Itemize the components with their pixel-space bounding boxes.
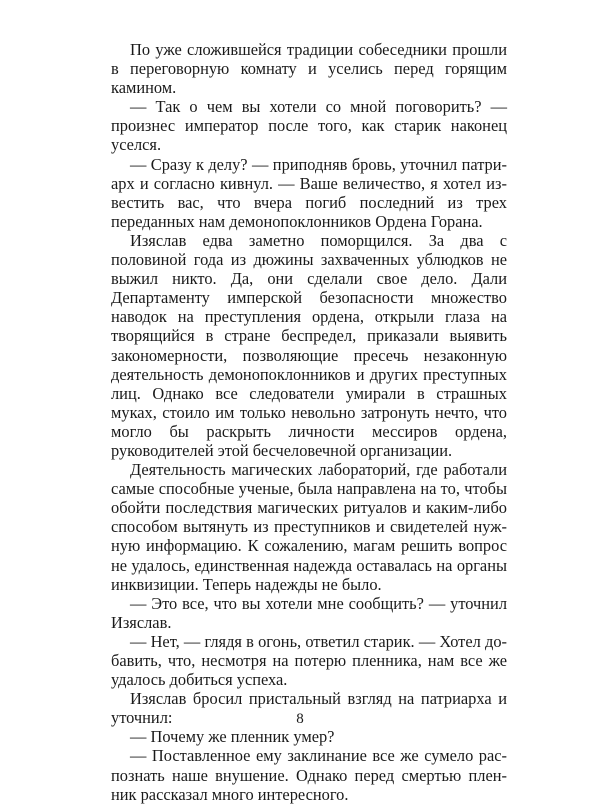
- page-number: 8: [296, 711, 304, 727]
- paragraph-3: — Сразу к делу? — приподняв бровь, уточнил патриарх и согласно кивнул. — Ваше величество, я хотел известить вас, что вчера погиб последний из трех переданных нам демонопоклонников Ордена Горана.: [111, 154, 507, 231]
- paragraph-10: — Поставленное ему заклинание все же сумело распознать наше внушение. Однако перед смертью пленник рассказал много интересного.: [111, 746, 507, 804]
- body-text: [111, 40, 507, 804]
- paragraph-9: — Почему же пленник умер?: [130, 727, 335, 747]
- paragraph-8: Изяслав бросил пристальный взгляд на патриарха и уточнил:: [111, 689, 507, 728]
- paragraph-6: — Это все, что вы хотели мне сообщить? — уточнил Изяслав.: [111, 593, 507, 632]
- paragraph-1: По уже сложившейся традиции собеседники прошли в переговорную комнату и уселись перед горящим камином.: [111, 40, 507, 98]
- paragraph-2: — Так о чем вы хотели со мной поговорить? — произнес император после того, как старик наконец уселся.: [111, 97, 507, 155]
- paragraph-4: Изяслав едва заметно поморщился. За два с половиной года из дюжины захваченных ублюдков не выжил никто. Да, они сделали свое дело. Дали Департаменту имперской безопасности множество наводок на преступления ордена, открыли глаза на творящийся в стране беспредел, приказали выявить закономерности, позволяющие пресечь незаконную деятельность демонопоклонников и других преступных лиц. Однако все следователи умирали в страшных муках, стоило им только невольно затронуть нечто, что могло бы раскрыть личности мессиров ордена, руководителей этой бесчеловечной организации.: [111, 230, 507, 460]
- paragraph-5: Деятельность магических лабораторий, где работали самые способные ученые, была направлена на то, чтобы обойти последствия магических ритуалов и каким-либо способом вытянуть из преступников и свидетелей нужную информацию. К сожалению, магам решить вопрос не удалось, единственная надежда оставалась на органы инквизиции. Теперь надежды не было.: [111, 460, 507, 594]
- paragraph-7: — Нет, — глядя в огонь, ответил старик. — Хотел добавить, что, несмотря на потерю пленника, нам все же удалось добиться успеха.: [111, 631, 507, 690]
